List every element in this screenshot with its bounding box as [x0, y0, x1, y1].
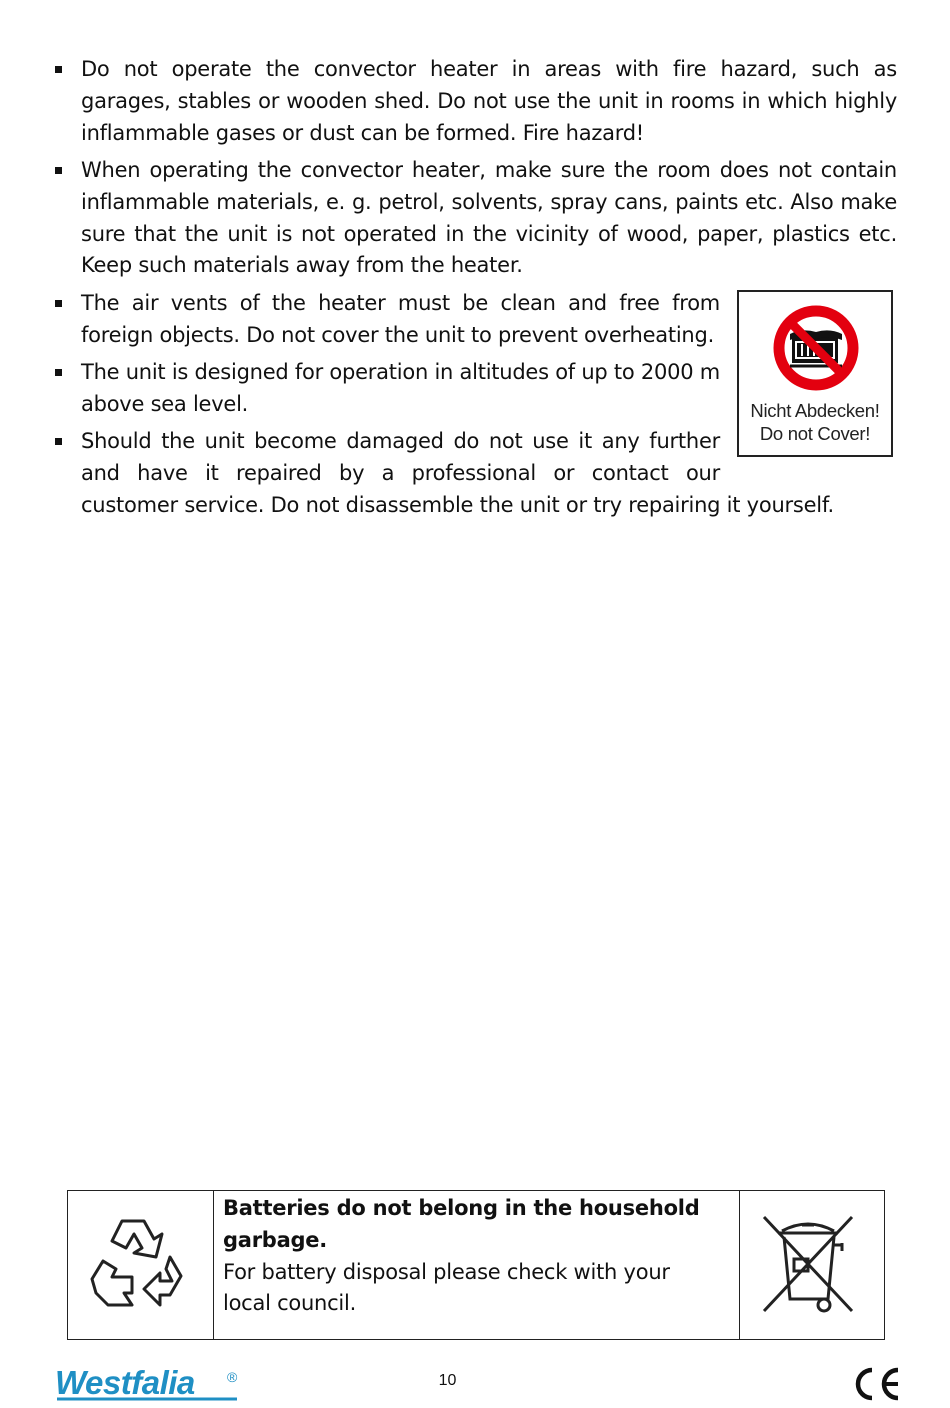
registered-mark: ®	[227, 1369, 238, 1385]
table-divider	[213, 1191, 214, 1339]
list-item: The unit is designed for operation in altitudes of up to 2000 m above sea level.	[81, 357, 720, 421]
list-item-text: Should the unit become damaged do not use it any further and have it repaired by a professional or contact our customer service. Do not disassemble the unit or try repairing it yourself.	[81, 429, 834, 517]
list-item: Do not operate the convector heater in areas with fire hazard, such as garages, stables or wooden shed. Do not use the unit in rooms in which highly inflammable gases or dust can be formed. Fire hazard!	[81, 54, 897, 149]
westfalia-logo	[53, 1362, 249, 1406]
brand-name: Westfalia	[55, 1364, 195, 1401]
page-number: 10	[438, 1372, 457, 1389]
crossed-out-wheelie-bin-icon	[760, 1211, 856, 1315]
do-not-cover-prohibition-icon	[772, 304, 860, 392]
do-not-cover-sign	[737, 290, 893, 457]
recycling-icon	[82, 1209, 192, 1319]
table-divider	[739, 1191, 740, 1339]
sign-label-german: Nicht Abdecken!	[750, 400, 880, 421]
list-item: The air vents of the heater must be clean and free from foreign objects. Do not cover the unit to prevent overheating.	[81, 288, 720, 352]
sign-label-english: Do not Cover!	[759, 423, 871, 444]
list-item: When operating the convector heater, make sure the room does not contain inflammable materials, e. g. petrol, solvents, spray cans, paints etc. Also make sure that the unit is not operated in the vicinity of wood, paper, plastics etc. Keep such materials away from the heater.	[81, 155, 897, 282]
battery-notice-heading: Batteries do not belong in the household garbage.	[223, 1196, 700, 1252]
battery-disposal-notice	[67, 1190, 885, 1340]
battery-notice-text	[223, 1193, 723, 1320]
ce-mark-icon	[852, 1366, 902, 1402]
battery-notice-body: For battery disposal please check with your local council.	[223, 1259, 670, 1316]
